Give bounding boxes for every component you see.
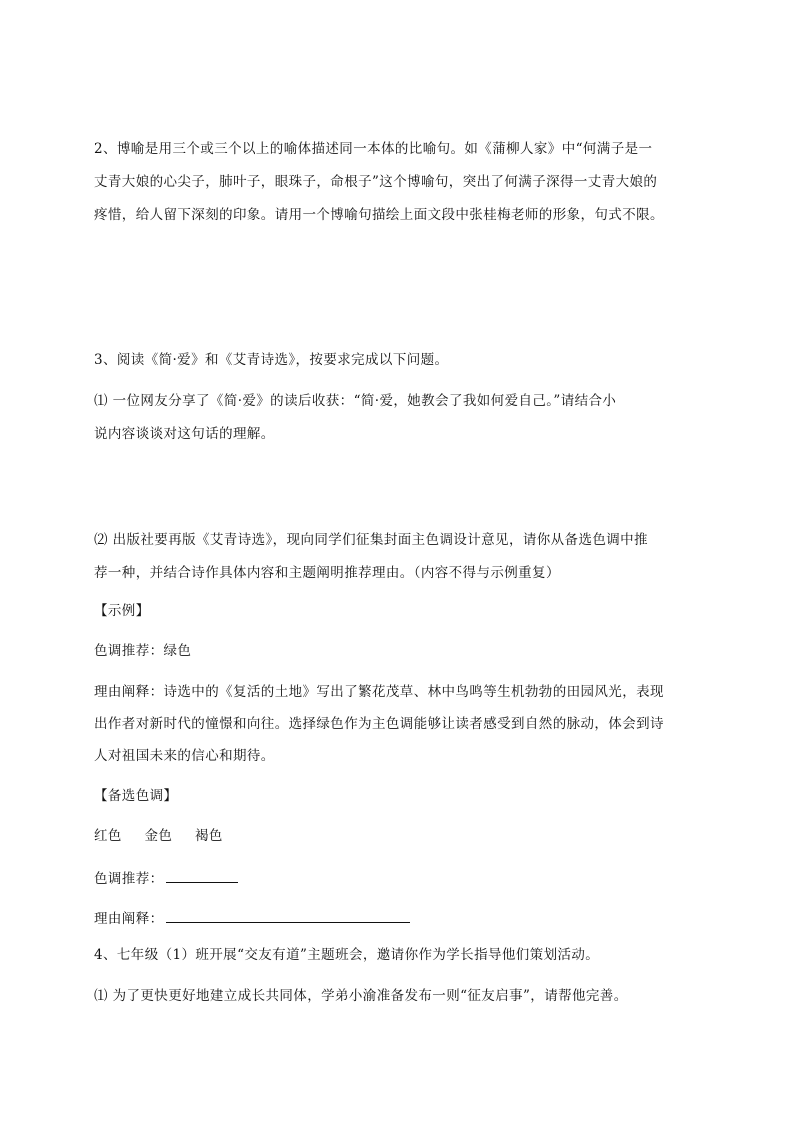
example-reason-line-3: 人对祖国未来的信心和期待。 xyxy=(94,748,275,764)
example-color: 色调推荐：绿色 xyxy=(94,643,192,659)
q2-line-2: 丈青大娘的心尖子，肺叶子，眼珠子，命根子”这个博喻句，突出了何满子深得一丈青大娘的 xyxy=(94,174,658,190)
color-options xyxy=(94,827,241,845)
options-heading: 【备选色调】 xyxy=(94,788,178,804)
q4-sub1: ⑴ 为了更快更好地建立成长共同体，学弟小渝准备发布一则“征友启事”，请帮他完善。 xyxy=(94,988,628,1004)
q2-line-1: 2、博喻是用三个或三个以上的喻体描述同一本体的比喻句。如《蒲柳人家》中“何满子是一 xyxy=(94,141,653,157)
example-heading: 【示例】 xyxy=(94,603,150,619)
color-option-red: 红色 xyxy=(94,828,122,844)
answer-reason-label: 理由阐释： xyxy=(94,911,164,927)
q3-sub2-line-2: 荐一种，并结合诗作具体内容和主题阐明推荐理由。（内容不得与示例重复） xyxy=(94,565,560,581)
answer-reason-blank[interactable] xyxy=(166,908,410,923)
q3-sub2-line-1: ⑵ 出版社要再版《艾青诗选》，现向同学们征集封面主色调设计意见，请你从备选色调中推 xyxy=(94,532,648,548)
answer-reason-row xyxy=(94,908,410,928)
answer-color-blank[interactable] xyxy=(166,868,238,883)
answer-color-row xyxy=(94,868,238,888)
color-option-gold: 金色 xyxy=(144,828,173,844)
color-option-brown: 褐色 xyxy=(195,828,223,844)
q4-title: 4、七年级（1）班开展“交友有道”主题班会，邀请你作为学长指导他们策划活动。 xyxy=(94,947,600,963)
answer-color-label: 色调推荐： xyxy=(94,871,164,887)
example-reason-line-2: 出作者对新时代的憧憬和向往。选择绿色作为主色调能够让读者感受到自然的脉动，体会到诗 xyxy=(94,716,664,732)
q3-sub1-line-2: 说内容谈谈对这句话的理解。 xyxy=(94,426,275,442)
example-reason-line-1: 理由阐释：诗选中的《复活的土地》写出了繁花茂草、林中鸟鸣等生机勃勃的田园风光，表现 xyxy=(94,684,664,700)
q2-line-3: 疼惜，给人留下深刻的印象。请用一个博喻句描绘上面文段中张桂梅老师的形象，句式不限。 xyxy=(94,207,664,223)
q3-sub1-line-1: ⑴ 一位网友分享了《简·爱》的读后收获：“简·爱，她教会了我如何爱自己。”请结合小 xyxy=(94,393,617,409)
q3-title: 3、阅读《简·爱》和《艾青诗选》，按要求完成以下问题。 xyxy=(94,352,449,368)
